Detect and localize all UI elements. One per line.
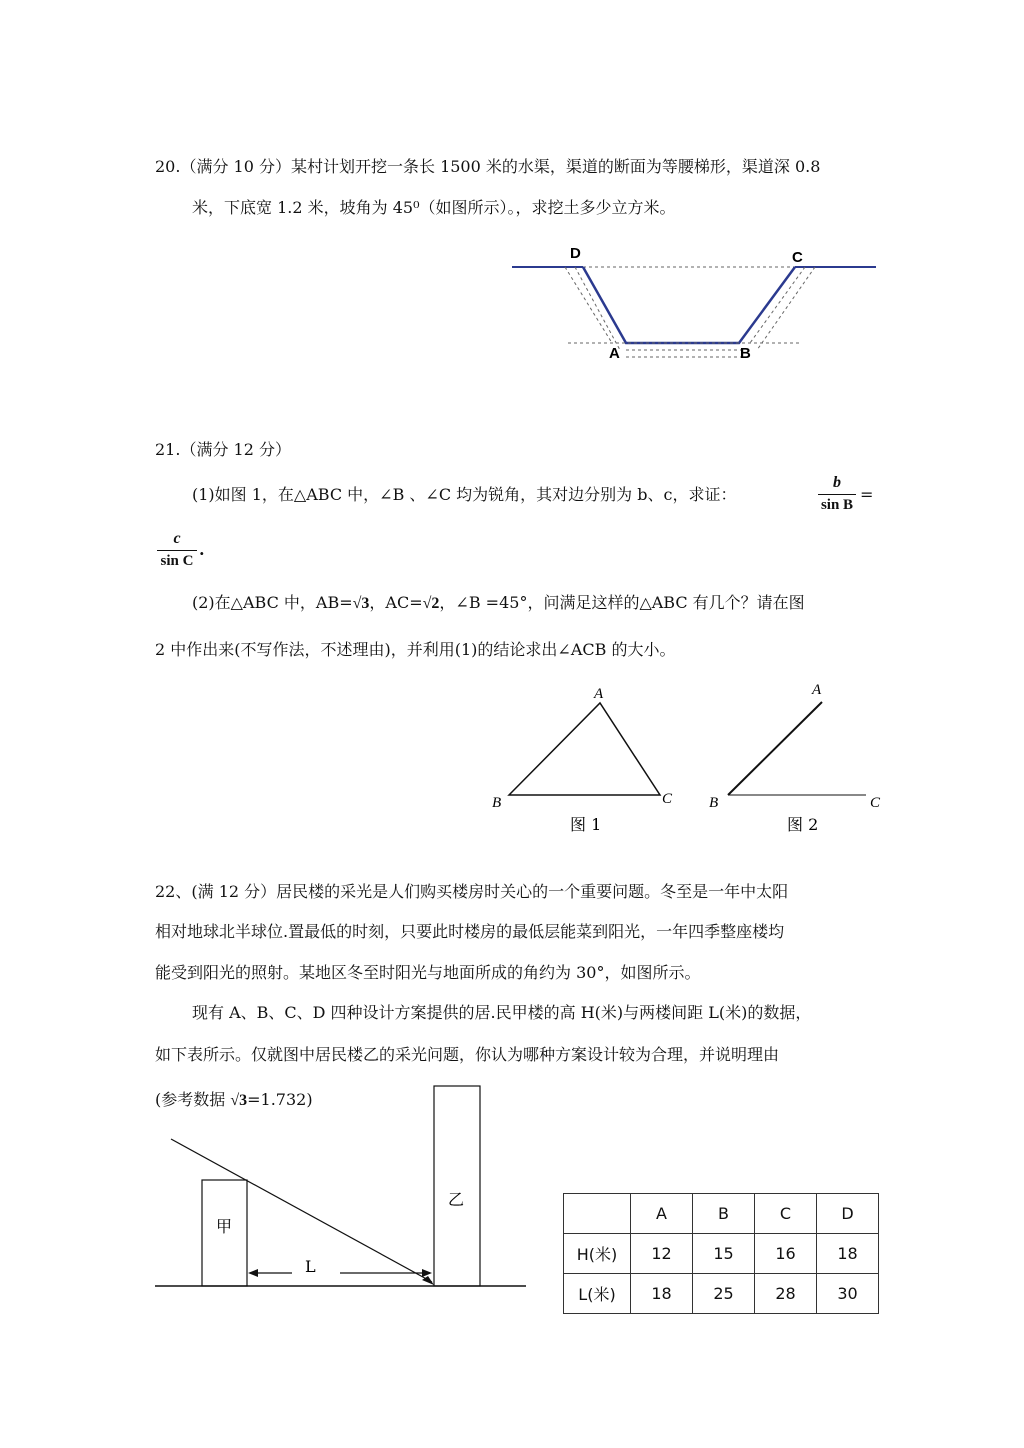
row-label: L(米)	[564, 1274, 631, 1314]
building-yi-label: 乙	[448, 1190, 465, 1209]
table-cell: 25	[693, 1274, 755, 1314]
table-row	[564, 1274, 879, 1314]
q22-line2: 相对地球北半球位.置最低的时刻，只要此时楼房的最低层能菜到阳光，一年四季整座楼均	[155, 922, 785, 941]
table-row	[564, 1234, 879, 1274]
fraction-c-over-sinC	[157, 530, 197, 570]
fig1-label-B: B	[492, 795, 502, 811]
frac1-numerator: b	[833, 474, 841, 491]
period: .	[199, 540, 205, 559]
q22-line5: 如下表所示。仅就图中居民楼乙的采光问题，你认为哪种方案设计较为合理，并说明理由	[155, 1045, 780, 1064]
q20-channel-diagram	[512, 245, 876, 362]
table-cell: 18	[631, 1274, 693, 1314]
table-header-cell: A	[631, 1194, 693, 1234]
table-header-row	[564, 1194, 879, 1234]
q21-part2-line1	[192, 593, 805, 614]
part2-text-c: ，∠B =45°，问满足这样的△ABC 有几个？请在图	[439, 593, 805, 612]
fraction-b-over-sinB	[818, 474, 856, 514]
equals-sign: =	[860, 485, 874, 504]
part2-text-b: ，AC=	[369, 593, 423, 612]
table-header-cell	[564, 1194, 631, 1234]
label-D: D	[570, 245, 581, 262]
fig1-caption: 图 1	[570, 815, 602, 834]
q20-line2: 米，下底宽 1.2 米，坡角为 45⁰（如图所示）。，求挖土多少立方米。	[192, 198, 676, 217]
label-C: C	[792, 249, 803, 266]
row-label: H(米)	[564, 1234, 631, 1274]
table-header-cell: C	[755, 1194, 817, 1234]
label-A: A	[609, 345, 620, 362]
sqrt2-value: √2	[422, 595, 440, 612]
frac2-numerator: c	[173, 530, 181, 547]
q22-reference-data	[155, 1090, 313, 1111]
table-cell: 30	[817, 1274, 879, 1314]
design-data-table	[563, 1193, 879, 1314]
q22-line1: 22、(满 12 分）居民楼的采光是人们购买楼房时关心的一个重要问题。冬至是一年中太阳	[155, 882, 789, 901]
fig2-caption: 图 2	[787, 815, 819, 834]
table-cell: 16	[755, 1234, 817, 1274]
part2-text-a: (2)在△ABC 中，AB=	[192, 593, 353, 612]
frac2-denominator: sin C	[160, 553, 194, 569]
ref-text-b: =1.732)	[247, 1090, 313, 1109]
ref-sqrt3: √3	[230, 1092, 248, 1109]
q21-title: 21.（满分 12 分）	[155, 440, 291, 459]
label-B: B	[740, 345, 751, 362]
fig1-label-C: C	[662, 791, 673, 807]
frac1-denominator: sin B	[820, 497, 854, 513]
q21-figure2	[709, 682, 881, 834]
building-jia-label: 甲	[216, 1217, 233, 1236]
q21-part1-line1: (1)如图 1，在△ABC 中，∠B 、∠C 均为锐角，其对边分别为 b、c，求证：	[192, 485, 737, 504]
q21-figure1	[492, 686, 673, 834]
table-cell: 18	[817, 1234, 879, 1274]
q22-line4: 现有 A、B、C、D 四种设计方案提供的居.民甲楼的高 H(米)与两楼间距 L(米)的数据，	[192, 1003, 812, 1022]
table-header-cell: D	[817, 1194, 879, 1234]
fig2-label-A: A	[812, 682, 822, 698]
q22-buildings-figure	[155, 1086, 526, 1286]
sqrt3-value: √3	[352, 595, 370, 612]
table-header-cell: B	[693, 1194, 755, 1234]
fig2-label-C: C	[870, 795, 881, 811]
table-cell: 12	[631, 1234, 693, 1274]
fig1-label-A: A	[594, 686, 604, 702]
table-cell: 15	[693, 1234, 755, 1274]
fig2-label-B: B	[709, 795, 719, 811]
q21-part2-line2: 2 中作出来(不写作法，不述理由)，并利用(1)的结论求出∠ACB 的大小。	[155, 640, 676, 659]
q20-line1: 20.（满分 10 分）某村计划开挖一条长 1500 米的水渠，渠道的断面为等腰梯形，渠道深 0.8	[155, 157, 821, 176]
distance-L-label: L	[305, 1257, 316, 1276]
table-cell: 28	[755, 1274, 817, 1314]
q22-line3: 能受到阳光的照射。某地区冬至时阳光与地面所成的角约为 30°，如图所示。	[155, 963, 701, 982]
ref-text-a: (参考数据	[155, 1090, 231, 1109]
